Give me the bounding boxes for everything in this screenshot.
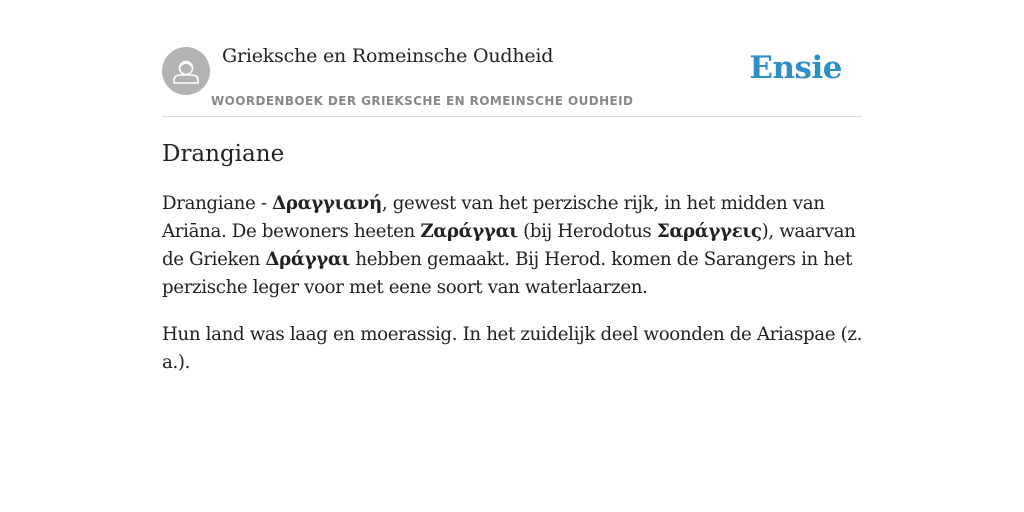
greek-term: Σαράγγεις (656, 221, 762, 242)
entry-header (162, 44, 862, 117)
entry-body (162, 190, 862, 377)
entry-title: Drangiane (162, 141, 285, 167)
entry-text: , gewest van het perzische rijk, in het midden van Ariāna. De bewoners heeten (162, 193, 825, 242)
entry-paragraph-1 (162, 190, 862, 302)
entry-content (162, 138, 862, 396)
greek-term: Ζαράγγαι (420, 221, 518, 242)
entry-text: ), waarvan de Grieken (162, 221, 856, 270)
greek-term: Δραγγιανή (272, 193, 382, 214)
source-subtitle: WOORDENBOEK DER GRIEKSCHE EN ROMEINSCHE OUDHEID (211, 94, 634, 108)
user-placeholder-icon (162, 47, 210, 95)
entry-text: (bij Herodotus (517, 221, 657, 242)
entry-paragraph-2: Hun land was laag en moerassig. In het zuidelijk deel woonden de Ariaspae (z. a.). (162, 324, 863, 373)
brand-logo[interactable]: Ensie (749, 50, 842, 86)
greek-term: Δράγγαι (265, 249, 350, 270)
avatar[interactable] (162, 47, 210, 95)
source-title[interactable]: Grieksche en Romeinsche Oudheid (222, 45, 554, 67)
entry-text: hebben gemaakt. Bij Herod. komen de Sarangers in het perzische leger voor met eene soort van waterlaarzen. (162, 249, 853, 298)
entry-text: Drangiane - (162, 193, 273, 214)
